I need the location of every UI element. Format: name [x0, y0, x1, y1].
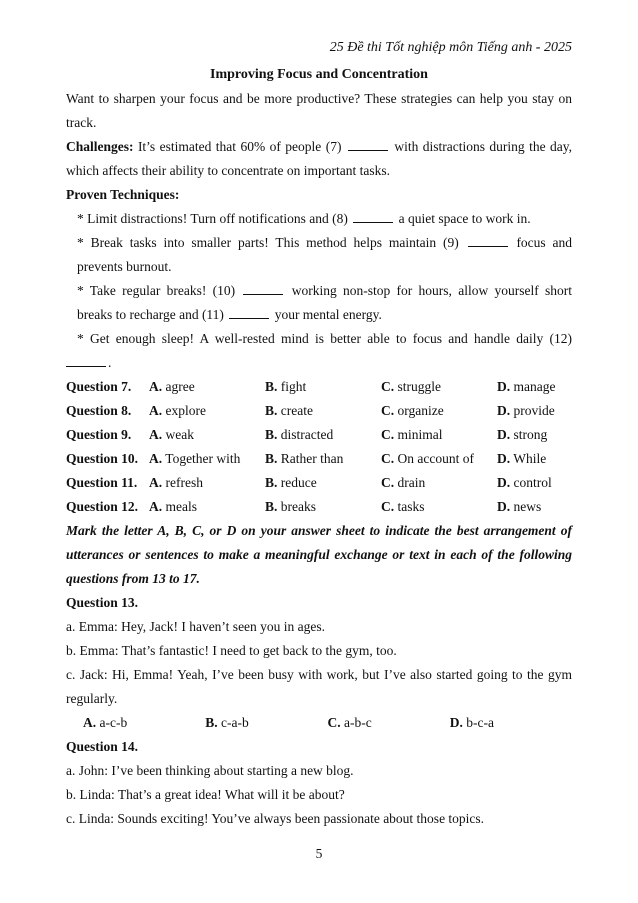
answer-option[interactable]: C. On account of — [381, 451, 474, 466]
answer-option[interactable]: A. weak — [149, 427, 194, 442]
q13-answer-b[interactable]: B. c-a-b — [205, 715, 249, 730]
technique-1-text-a: * Limit distractions! Turn off notifications and (8) — [77, 211, 348, 226]
question-list — [66, 375, 572, 519]
answer-option[interactable]: D. strong — [497, 427, 548, 442]
header-title: 25 Đề thi Tốt nghiệp môn Tiếng anh — [329, 40, 533, 55]
technique-3-text-c: your mental energy. — [274, 307, 382, 322]
answer-option[interactable]: B. reduce — [265, 475, 317, 490]
q13-answer-a[interactable]: A. a-c-b — [83, 715, 128, 730]
question-number: Question 11. — [66, 475, 138, 490]
q13-answers — [66, 711, 572, 735]
blank-11 — [229, 306, 269, 319]
blank-7 — [348, 138, 388, 151]
q13-answer-c[interactable]: C. a-b-c — [327, 715, 372, 730]
answer-option[interactable]: A. explore — [149, 403, 206, 418]
blank-10 — [243, 282, 283, 295]
question-row — [66, 375, 572, 399]
arrangement-instruction: Mark the letter A, B, C, or D on your answer sheet to indicate the best arrangement of utterances or sentences to make a meaningful exchange or text in each of the following questions from 13 to 17. — [66, 523, 572, 586]
blank-9 — [468, 234, 508, 247]
answer-option[interactable]: A. meals — [149, 499, 197, 514]
question-13-label: Question 13. — [66, 595, 139, 610]
passage-intro: Want to sharpen your focus and be more productive? These strategies can help you stay on track. — [66, 91, 572, 130]
technique-4-text-b: . — [108, 355, 112, 370]
question-row — [66, 471, 572, 495]
blank-8 — [353, 210, 393, 223]
q14-line-b: b. Linda: That’s a great idea! What will it be about? — [66, 787, 345, 802]
q13-line-b: b. Emma: That’s fantastic! I need to get back to the gym, too. — [66, 643, 397, 658]
technique-2-text-a: * Break tasks into smaller parts! This method helps maintain (9) — [77, 235, 459, 250]
page-number: 5 — [315, 846, 323, 861]
running-header: 25 Đề thi Tốt nghiệp môn Tiếng anh - 2025 — [329, 40, 572, 55]
technique-3-text-b: working non-stop for hours, allow yourself short breaks to recharge and (11) — [77, 283, 573, 322]
answer-option[interactable]: D. provide — [497, 403, 555, 418]
question-14-label: Question 14. — [66, 739, 139, 754]
answer-option[interactable]: B. Rather than — [265, 451, 344, 466]
challenges-label: Challenges: — [66, 139, 134, 154]
page-content — [66, 63, 572, 831]
technique-1-text-b: a quiet space to work in. — [398, 211, 531, 226]
q13-line-a: a. Emma: Hey, Jack! I haven’t seen you in ages. — [66, 619, 326, 634]
answer-option[interactable]: D. news — [497, 499, 542, 514]
question-row — [66, 447, 572, 471]
question-number: Question 12. — [66, 499, 139, 514]
answer-option[interactable]: D. While — [497, 451, 547, 466]
answer-option[interactable]: C. organize — [381, 403, 444, 418]
q14-line-c: c. Linda: Sounds exciting! You’ve always been passionate about those topics. — [66, 811, 485, 826]
technique-4-end — [66, 351, 572, 375]
technique-2-text-b: focus and prevents burnout. — [77, 235, 573, 274]
technique-4 — [66, 327, 572, 351]
header-year: 2025 — [544, 40, 572, 55]
answer-option[interactable]: B. distracted — [265, 427, 334, 442]
answer-option[interactable]: D. manage — [497, 379, 556, 394]
question-number: Question 8. — [66, 403, 132, 418]
challenges-text-b: with distractions during the day, which affects their ability to concentrate on important tasks. — [66, 139, 573, 178]
challenges-paragraph — [66, 135, 572, 183]
question-number: Question 10. — [66, 451, 139, 466]
answer-option[interactable]: A. refresh — [149, 475, 203, 490]
question-row — [66, 423, 572, 447]
answer-option[interactable]: C. struggle — [381, 379, 441, 394]
question-row — [66, 399, 572, 423]
answer-option[interactable]: B. breaks — [265, 499, 316, 514]
technique-1 — [66, 207, 572, 231]
blank-12 — [66, 354, 106, 367]
challenges-text-a: It’s estimated that 60% of people (7) — [137, 139, 342, 154]
question-number: Question 7. — [66, 379, 132, 394]
answer-option[interactable]: C. tasks — [381, 499, 425, 514]
technique-3-text-a: * Take regular breaks! (10) — [77, 283, 236, 298]
answer-option[interactable]: A. Together with — [149, 451, 241, 466]
techniques-label — [66, 183, 572, 207]
answer-option[interactable]: B. create — [265, 403, 313, 418]
q13-answer-d[interactable]: D. b-c-a — [449, 715, 494, 730]
question-number: Question 9. — [66, 427, 132, 442]
technique-2 — [66, 231, 572, 279]
technique-3 — [66, 279, 572, 327]
answer-option[interactable]: C. drain — [381, 475, 426, 490]
techniques-label-text: Proven Techniques: — [66, 187, 180, 202]
answer-option[interactable]: B. fight — [265, 379, 307, 394]
q13-line-c: c. Jack: Hi, Emma! Yeah, I’ve been busy with work, but I’ve also started going to the gym regularly. — [66, 667, 572, 706]
answer-option[interactable]: C. minimal — [381, 427, 443, 442]
passage-title: Improving Focus and Concentration — [210, 67, 428, 82]
q14-line-a: a. John: I’ve been thinking about starting a new blog. — [66, 763, 354, 778]
answer-option[interactable]: A. agree — [149, 379, 195, 394]
answer-option[interactable]: D. control — [497, 475, 552, 490]
technique-4-text-a: * Get enough sleep! A well-rested mind is better able to focus and handle daily (12) — [77, 331, 572, 346]
question-row — [66, 495, 572, 519]
